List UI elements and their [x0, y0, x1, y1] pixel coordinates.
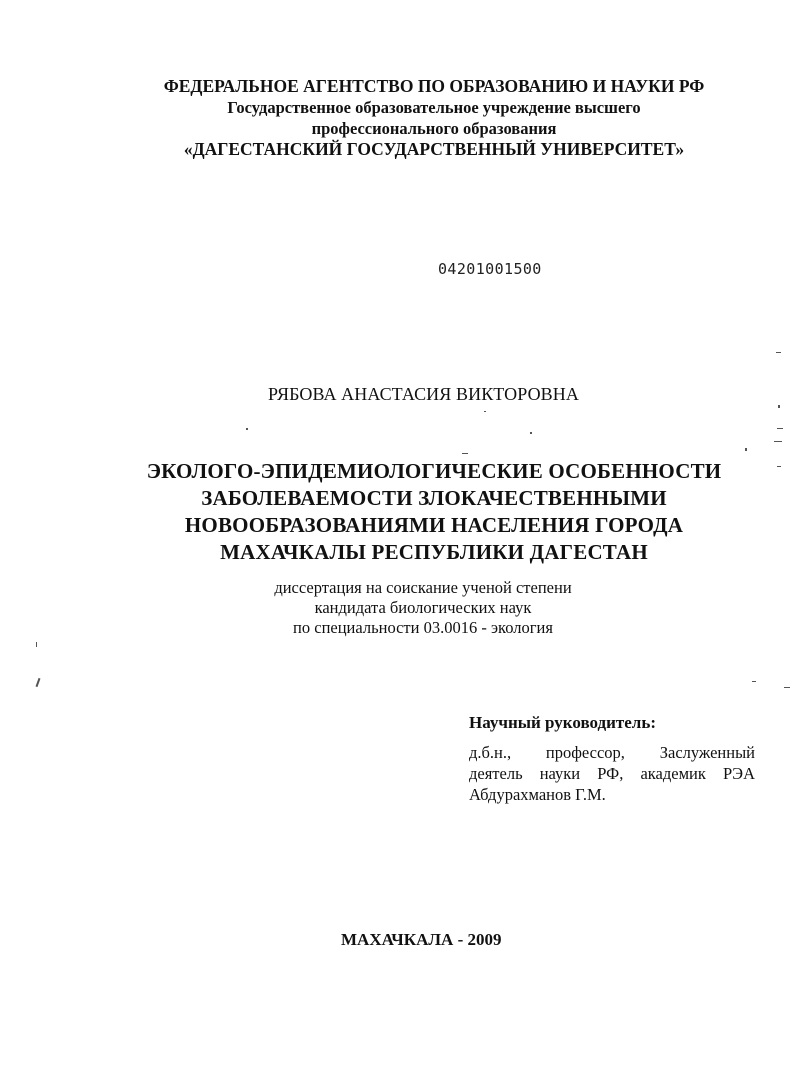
title-line: МАХАЧКАЛЫ РЕСПУБЛИКИ ДАГЕСТАН [220, 540, 648, 564]
institution-header [0, 76, 794, 160]
scan-speck [776, 352, 781, 353]
scan-speck [752, 681, 756, 682]
scan-speck [246, 428, 248, 430]
scan-speck [462, 453, 468, 454]
author-name: РЯБОВА АНАСТАСИЯ ВИКТОРОВНА [268, 384, 579, 404]
scan-speck [778, 405, 780, 408]
university-name: «ДАГЕСТАНСКИЙ ГОСУДАРСТВЕННЫЙ УНИВЕРСИТЕТ» [183, 139, 685, 159]
scan-speck [36, 678, 41, 687]
degree-line: по специальности 03.0016 - экология [293, 618, 553, 637]
degree-line: кандидата биологических наук [314, 598, 532, 617]
supervisor-line: д.б.н., профессор, Заслуженный [469, 743, 755, 762]
supervisor-heading: Научный руководитель: [469, 713, 656, 732]
scan-speck [777, 428, 783, 429]
scan-speck [774, 441, 782, 442]
title-line: ЗАБОЛЕВАЕМОСТИ ЗЛОКАЧЕСТВЕННЫМИ [201, 486, 667, 510]
title-line: НОВООБРАЗОВАНИЯМИ НАСЕЛЕНИЯ ГОРОДА [184, 513, 684, 537]
scan-speck [36, 642, 37, 647]
scan-speck [784, 687, 790, 688]
scan-speck [777, 466, 781, 467]
title-line: ЭКОЛОГО-ЭПИДЕМИОЛОГИЧЕСКИЕ ОСОБЕННОСТИ [146, 459, 722, 483]
agency-name: ФЕДЕРАЛЬНОЕ АГЕНТСТВО ПО ОБРАЗОВАНИЮ И НАУКИ РФ [163, 76, 705, 96]
supervisor-line: деятель науки РФ, академик РЭА [469, 764, 755, 783]
supervisor-block [469, 712, 755, 805]
institution-type: Государственное образовательное учреждение высшего [227, 98, 641, 117]
degree-info [0, 578, 794, 638]
city-year: МАХАЧКАЛА - 2009 [341, 930, 502, 949]
registration-number: 04201001500 [438, 260, 542, 278]
scan-speck [530, 432, 532, 434]
degree-line: диссертация на соискание ученой степени [274, 578, 572, 597]
institution-type-continued: профессионального образования [311, 119, 557, 138]
scan-speck [484, 411, 486, 412]
supervisor-line: Абдурахманов Г.М. [469, 785, 606, 804]
scan-speck [745, 448, 747, 451]
thesis-title [0, 458, 794, 566]
